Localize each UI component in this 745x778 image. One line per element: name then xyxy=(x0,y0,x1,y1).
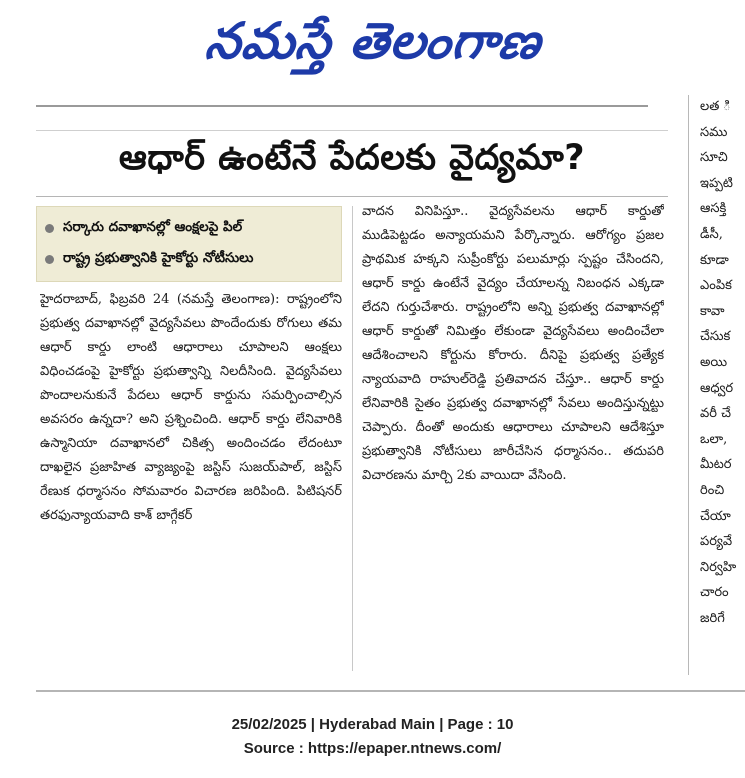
bullet-icon xyxy=(45,224,54,233)
adjacent-fragment: ఎంపిక xyxy=(700,278,732,294)
headline-box xyxy=(36,130,668,192)
adjacent-column-divider xyxy=(688,95,689,675)
subhead-item xyxy=(45,213,333,244)
adjacent-fragment: కావా xyxy=(700,303,725,319)
adjacent-fragment: కూడా xyxy=(700,252,729,268)
adjacent-fragment: రించి xyxy=(700,482,725,498)
adjacent-fragment: వరీ చే xyxy=(700,406,731,422)
adjacent-fragment: అయి xyxy=(700,354,728,370)
adjacent-fragment: సము xyxy=(700,124,728,140)
subheads-box xyxy=(36,206,342,282)
footer-divider xyxy=(36,690,745,692)
adjacent-fragment: లత ి xyxy=(700,99,731,114)
adjacent-article-strip xyxy=(700,95,745,675)
edition-info: 25/02/2025 | Hyderabad Main | Page : 10 xyxy=(231,716,514,733)
adjacent-fragment: మీటర xyxy=(700,457,732,473)
adjacent-fragment: ఆసక్తి xyxy=(700,201,727,217)
adjacent-fragment: డీసీ, xyxy=(700,226,723,242)
adjacent-fragment: నిర్వహి xyxy=(700,559,737,575)
headline-divider xyxy=(36,196,668,197)
subhead-text: రాష్ట్ర ప్రభుత్వానికి హైకోర్టు నోటీసులు xyxy=(63,250,254,266)
adjacent-fragment: చారం xyxy=(700,585,729,601)
source-link: Source : https://epaper.ntnews.com/ xyxy=(243,740,502,757)
adjacent-fragment: సూచి xyxy=(700,150,728,166)
article-headline: ఆధార్ ఉంటేనే పేదలకు వైద్యమా? xyxy=(118,137,586,178)
masthead-divider xyxy=(36,105,648,107)
adjacent-fragment: చేసుక xyxy=(700,329,731,345)
subhead-item xyxy=(45,244,333,275)
bullet-icon xyxy=(45,255,54,264)
subhead-text: సర్కారు దవాఖానల్లో ఆంక్షలపై పిల్ xyxy=(63,219,243,235)
adjacent-fragment: ఒలా, xyxy=(700,431,728,447)
column-divider xyxy=(352,206,353,671)
article-column-left: హైదరాబాద్, ఫిబ్రవరి 24 (నమస్తే తెలంగాణ): రాష్ట్రంలోని ప్రభుత్వ దవాఖానల్లో వైద్యసేవలు పొందేందుకు రోగులు తమ ఆధార్ కార్డు లాంటి ఆధారాలు చూపాలని ఆంక్షలు విధించడంపై హైకోర్టు ప్రభుత్వాన్ని నిలదీసింది. వైద్యసేవలు పొందాలనుకునే పేదలు ఆధార్ కార్డును సమర్పించాల్సిన అవసరం ఉన్నదా? అని ప్రశ్నించింది. ఆధార్ కార్డు లేనివారికి ఉస్మానియా దవాఖానలో చికిత్స అందించడం లేదంటూ దాఖలైన ప్రజాహిత వ్యాజ్యంపై జస్టిస్ సుజయ్‌పాల్, జస్టిస్ రేణుక ధర్మాసనం సోమవారం విచారణ జరిపింది. పిటిషనర్ తరఫున్యాయవాది కాశ్ బాగ్గేకర్ xyxy=(40,292,342,523)
article-column-middle: వాదన వినిపిస్తూ.. వైద్యసేవలను ఆధార్ కార్డుతో ముడిపెట్టడం అన్యాయమని పేర్కొన్నారు. ఆరోగ్యం ప్రజల ప్రాథమిక హక్కని సుప్రీంకోర్టు పలుమార్లు స్పష్టం చేసిందని, ఆధార్ కార్డు ఉంటేనే వైద్యం చేయాలన్న నిబంధన ఎక్కడా లేదని గుర్తుచేశారు. రాష్ట్రంలోని అన్ని ప్రభుత్వ దవాఖానల్లో ఆధార్ కార్డుతో నిమిత్తం లేకుండా వైద్యసేవలు అందించేలా ఆదేశించాలని కోర్టును కోరారు. దీనిపై ప్రభుత్వ ప్రత్యేక న్యాయవాది రాహుల్‌రెడ్డి ప్రతివాదన చేస్తూ.. ఆధార్ కార్డు లేనివారికి సైతం ప్రభుత్వ దవాఖానల్లో సేవలు అందిస్తున్నట్టు చెప్పారు. దీంతో అందుకు ఆధారాలు చూపాలని ఆదేశిస్తూ ప్రభుత్వానికి నోటీసులు జారీచేసిన ధర్మాసనం.. తదుపరి విచారణను మార్చి 2కు వాయిదా వేసింది. xyxy=(362,204,664,483)
adjacent-fragment: ఆధ్వర xyxy=(700,380,734,396)
adjacent-fragment: ఇప్పటి xyxy=(700,175,733,191)
masthead xyxy=(0,0,745,95)
newspaper-logo: నమస్తే తెలంగాణ xyxy=(202,12,545,70)
adjacent-fragment: జరిగే xyxy=(700,610,725,626)
adjacent-fragment: పర్యవే xyxy=(700,534,733,550)
adjacent-fragment: చేయా xyxy=(700,508,731,524)
